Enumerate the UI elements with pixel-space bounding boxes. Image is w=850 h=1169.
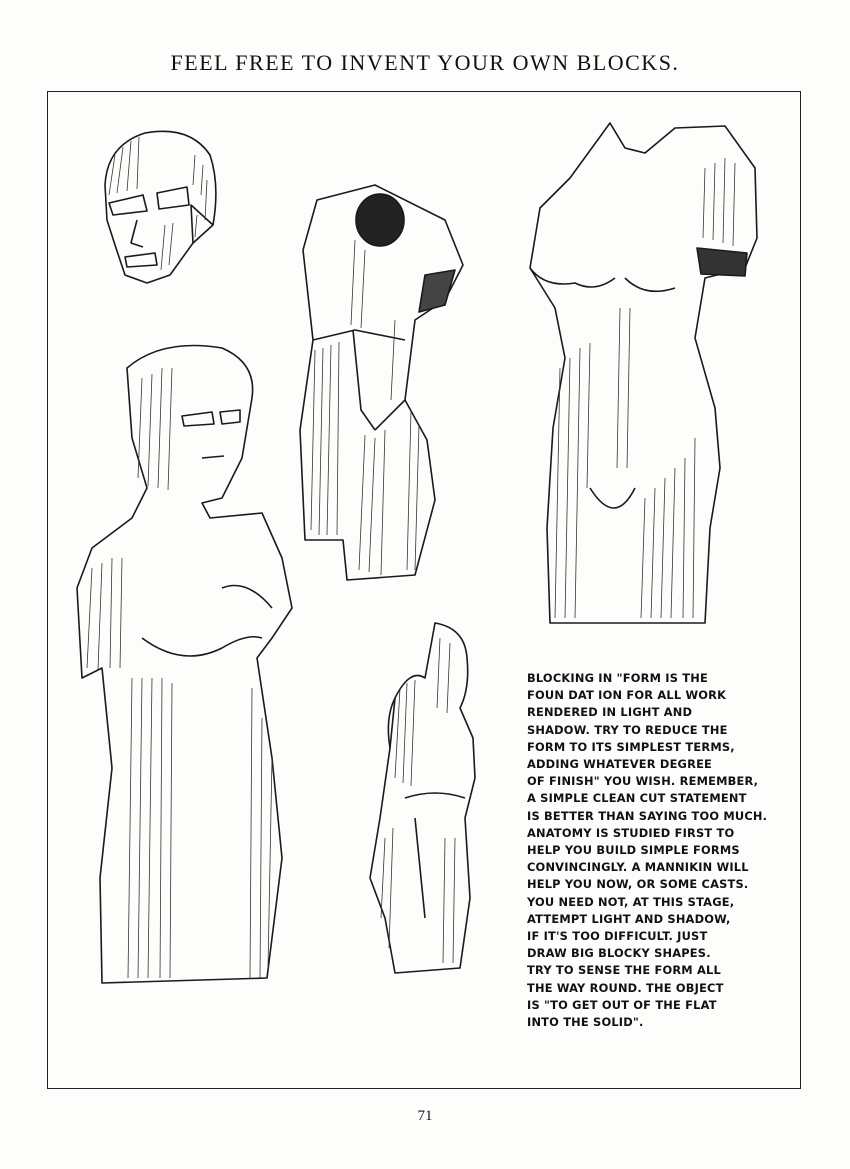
caption-line: THE WAY ROUND. THE OBJECT <box>527 980 724 995</box>
blocky-head-sketch <box>95 125 225 290</box>
small-figure-sketch <box>355 618 485 976</box>
caption-line: IS BETTER THAN SAYING TOO MUCH. <box>527 808 768 823</box>
caption-line: OF FINISH" YOU WISH. REMEMBER, <box>527 774 759 789</box>
instruction-caption <box>527 670 785 1031</box>
caption-line: FORM TO ITS SIMPLEST TERMS, <box>527 739 735 754</box>
blocky-torso-sketch <box>295 180 470 590</box>
page-title: FEEL FREE TO INVENT YOUR OWN BLOCKS. <box>170 50 680 75</box>
page-number: 71 <box>417 1108 433 1124</box>
caption-line: HELP YOU BUILD SIMPLE FORMS <box>527 843 740 858</box>
bust-sketch <box>72 338 304 988</box>
caption-line: TRY TO SENSE THE FORM ALL <box>527 963 721 978</box>
caption-line: ANATOMY IS STUDIED FIRST TO <box>527 825 735 840</box>
caption-line: ATTEMPT LIGHT AND SHADOW, <box>527 911 731 926</box>
caption-line: A SIMPLE CLEAN CUT STATEMENT <box>527 791 747 806</box>
caption-line: ADDING WHATEVER DEGREE <box>527 757 713 772</box>
caption-line: BLOCKING IN "FORM IS THE <box>527 671 708 685</box>
caption-line: FOUN DAT ION FOR ALL WORK <box>527 688 727 703</box>
caption-line: IS "TO GET OUT OF THE FLAT <box>527 997 717 1012</box>
caption-line: RENDERED IN LIGHT AND <box>527 705 693 720</box>
caption-line: HELP YOU NOW, OR SOME CASTS. <box>527 877 749 892</box>
caption-line: DRAW BIG BLOCKY SHAPES. <box>527 946 711 961</box>
caption-line: IF IT'S TOO DIFFICULT. JUST <box>527 929 708 944</box>
caption-line: CONVINCINGLY. A MANNIKIN WILL <box>527 860 749 875</box>
torso-cast-sketch <box>525 108 765 628</box>
caption-line: YOU NEED NOT, AT THIS STAGE, <box>527 894 735 909</box>
caption-line: SHADOW. TRY TO REDUCE THE <box>527 722 728 737</box>
caption-line: INTO THE SOLID". <box>527 1015 644 1030</box>
